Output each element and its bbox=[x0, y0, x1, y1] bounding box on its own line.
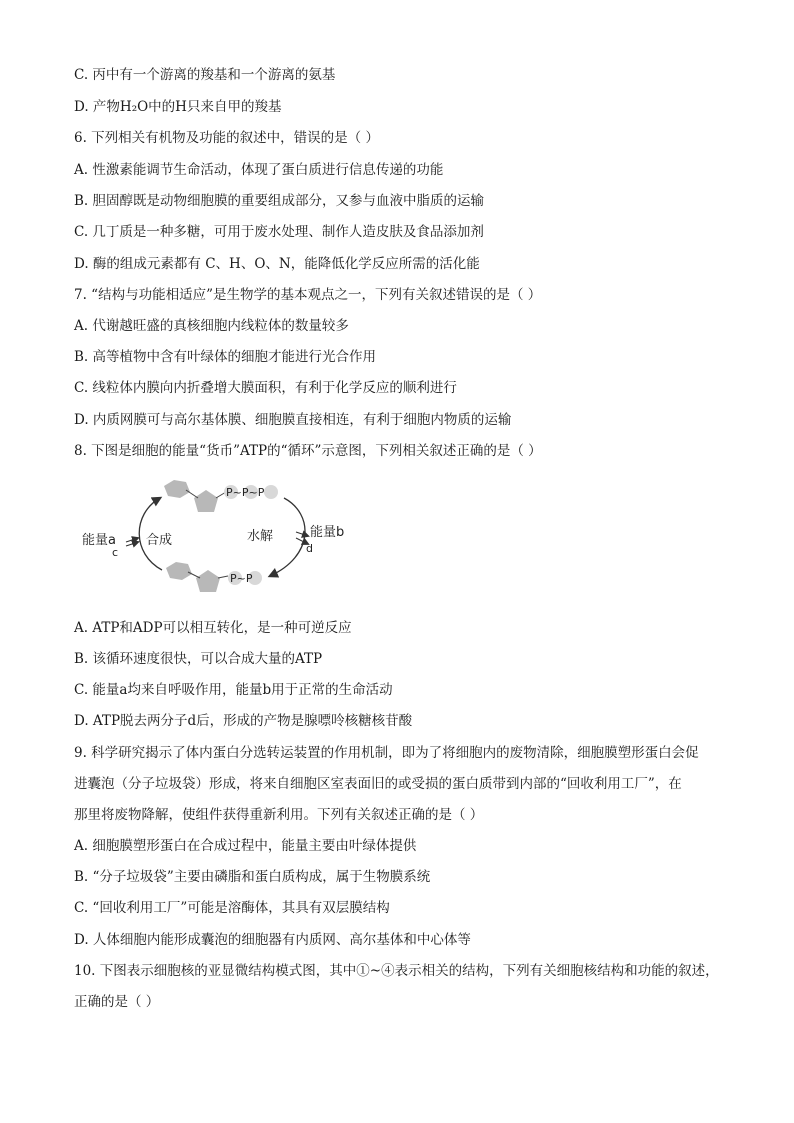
question-10-stem-2: 正确的是（ ） bbox=[74, 994, 160, 1010]
option-b-q6: B. 胆固醇既是动物细胞膜的重要组成部分，又参与血液中脂质的运输 bbox=[74, 193, 485, 209]
option-a-q8: A. ATP和ADP可以相互转化，是一种可逆反应 bbox=[74, 620, 352, 636]
atp-phosphate-label: P~P~P bbox=[226, 486, 265, 499]
option-c-q6: C. 几丁质是一种多糖，可用于废水处理、制作人造皮肤及食品添加剂 bbox=[74, 224, 484, 240]
adenine-hexagon-bottom bbox=[166, 562, 192, 580]
option-d-q5: D. 产物H₂O中的H只来自甲的羧基 bbox=[74, 99, 282, 115]
option-c-q9: C. “回收利用工厂”可能是溶酶体，其具有双层膜结构 bbox=[74, 900, 390, 916]
option-b-q8: B. 该循环速度很快，可以合成大量的ATP bbox=[74, 651, 323, 667]
option-a-q6: A. 性激素能调节生命活动，体现了蛋白质进行信息传递的功能 bbox=[74, 162, 444, 178]
energy-out-label: 能量b bbox=[310, 525, 345, 540]
question-9-stem-1: 9. 科学研究揭示了体内蛋白分选转运装置的作用机制，即为了将细胞内的废物清除，细胞膜塑形蛋白会促 bbox=[74, 745, 699, 761]
atp-molecule bbox=[164, 480, 278, 512]
option-c-q7: C. 线粒体内膜向内折叠增大膜面积，有利于化学反应的顺利进行 bbox=[74, 380, 457, 396]
option-a-q9: A. 细胞膜塑形蛋白在合成过程中，能量主要由叶绿体提供 bbox=[74, 838, 417, 854]
hydrolysis-arrow bbox=[270, 498, 305, 576]
adenine-hexagon-top bbox=[164, 480, 190, 498]
option-d-q7: D. 内质网膜可与高尔基体膜、细胞膜直接相连，有利于细胞内物质的运输 bbox=[74, 412, 512, 428]
ribose-pentagon-top bbox=[194, 490, 218, 512]
ribose-pentagon-bottom bbox=[196, 570, 220, 592]
option-d-q6: D. 酶的组成元素都有 C、H、O、N，能降低化学反应所需的活化能 bbox=[74, 256, 480, 272]
option-a-q7: A. 代谢越旺盛的真核细胞内线粒体的数量较多 bbox=[74, 318, 349, 334]
option-d-q8: D. ATP脱去两分子d后，形成的产物是腺嘌呤核糖核苷酸 bbox=[74, 713, 413, 729]
adp-phosphate-label: P~P bbox=[230, 572, 253, 585]
option-c-q5: C. 丙中有一个游离的羧基和一个游离的氨基 bbox=[74, 67, 336, 83]
question-6-stem: 6. 下列相关有机物及功能的叙述中，错误的是（ ） bbox=[74, 130, 379, 146]
atp-cycle-diagram bbox=[74, 468, 374, 608]
energy-in-sub-label: c bbox=[112, 546, 119, 559]
question-7-stem: 7. “结构与功能相适应”是生物学的基本观点之一，下列有关叙述错误的是（ ） bbox=[74, 287, 542, 303]
adp-molecule bbox=[166, 562, 262, 592]
option-d-q9: D. 人体细胞内能形成囊泡的细胞器有内质网、高尔基体和中心体等 bbox=[74, 932, 471, 948]
hydrolysis-label: 水解 bbox=[247, 529, 274, 544]
synthesis-label: 合成 bbox=[146, 533, 173, 548]
option-c-q8: C. 能量a均来自呼吸作用，能量b用于正常的生命活动 bbox=[74, 682, 393, 698]
question-9-stem-3: 那里将废物降解，使组件获得重新利用。下列有关叙述正确的是（ ） bbox=[74, 807, 484, 823]
question-8-stem: 8. 下图是细胞的能量“货币”ATP的“循环”示意图，下列相关叙述正确的是（ ） bbox=[74, 443, 542, 459]
option-b-q9: B. “分子垃圾袋”主要由磷脂和蛋白质构成，属于生物膜系统 bbox=[74, 869, 431, 885]
energy-out-sub-label: d bbox=[306, 542, 313, 555]
question-9-stem-2: 进囊泡（分子垃圾袋）形成，将来自细胞区室表面旧的或受损的蛋白质带到内部的“回收利用工厂”，在 bbox=[74, 776, 682, 792]
question-10-stem-1: 10. 下图表示细胞核的亚显微结构模式图，其中①~④表示相关的结构，下列有关细胞核结构和功能的叙述， bbox=[74, 963, 719, 979]
option-b-q7: B. 高等植物中含有叶绿体的细胞才能进行光合作用 bbox=[74, 349, 377, 365]
energy-in-label: 能量a bbox=[82, 533, 116, 548]
